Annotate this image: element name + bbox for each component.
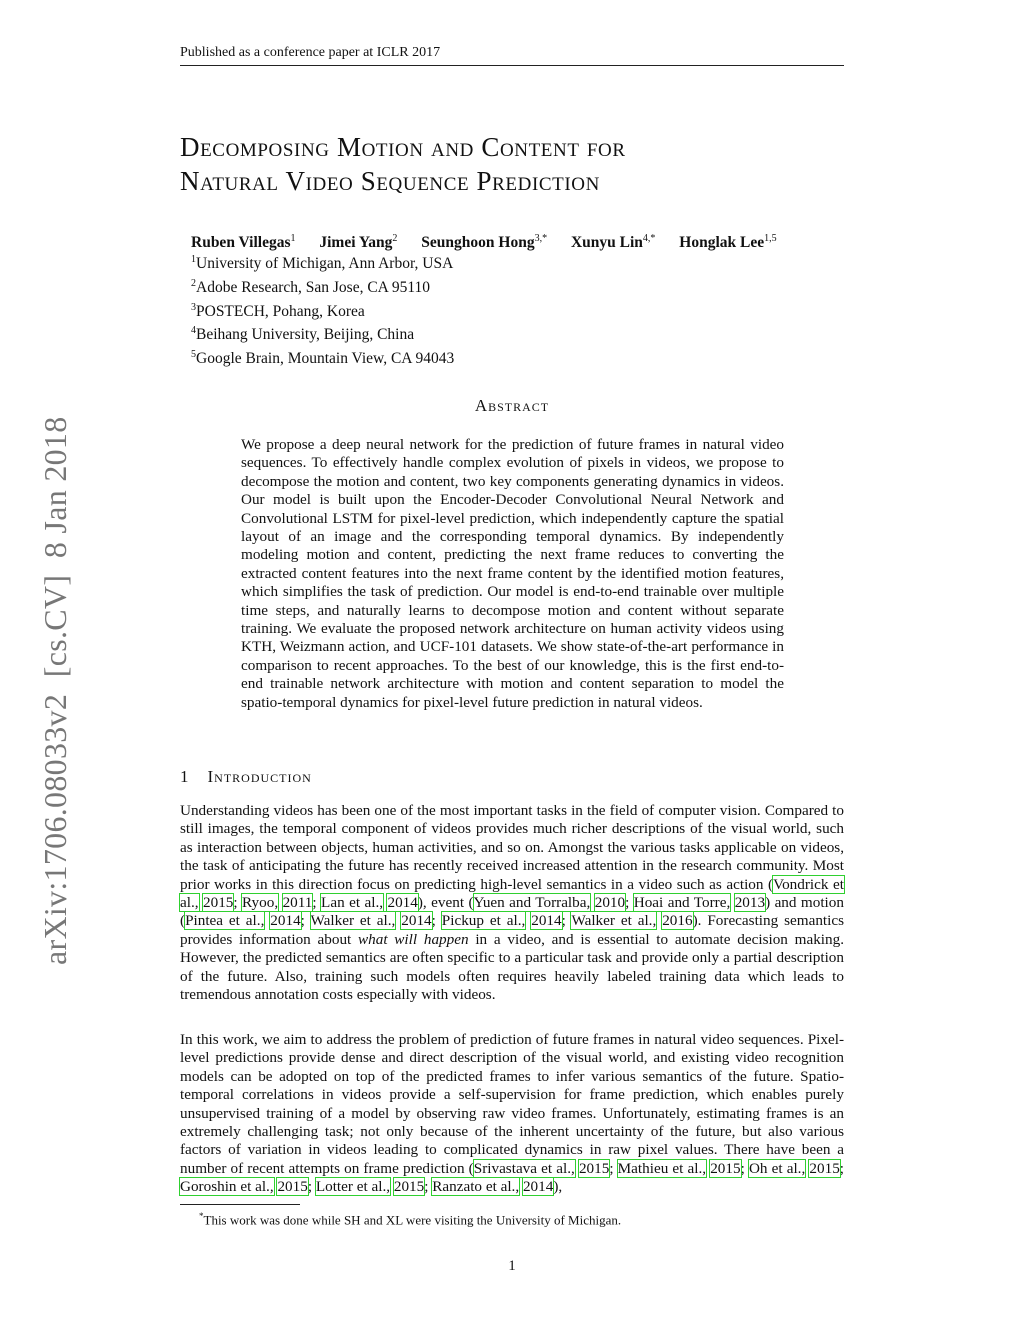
footnote-rule — [180, 1204, 300, 1205]
author-name: Xunyu Lin — [570, 234, 643, 252]
citation-link[interactable]: Pickup et al., — [441, 912, 526, 930]
author-affil-mark: 1 — [290, 233, 296, 244]
author-name: Honglak Lee — [679, 234, 765, 252]
affiliation — [191, 298, 454, 322]
citation-link[interactable]: Yuen and Torralba, — [473, 894, 591, 912]
affiliation-text: Google Brain, Mountain View, CA 94043 — [196, 350, 455, 368]
paragraph-text: ). Forecasting semantics provides information about — [180, 912, 845, 948]
citation-link[interactable]: Goroshin et al., — [180, 1178, 274, 1196]
citation-link[interactable]: 2014 — [522, 1178, 554, 1196]
citation-link[interactable]: 2015 — [710, 1159, 741, 1177]
affiliation-list — [191, 250, 454, 369]
citation-link[interactable]: Mathieu et al., — [617, 1159, 707, 1177]
citation-link[interactable]: 2013 — [734, 894, 766, 912]
author-affil-mark: 4,* — [642, 233, 656, 244]
intro-paragraph-1: Understanding videos has been one of the most important tasks in the field of computer vision. Compared to still images, the temporal component of videos provides much richer descriptions of the visual world, such as interaction between objects, human activities, and so on. Amongst the various tasks applicable on videos, the task of anticipating the future has recently received increased attention in the research community. Most prior works in this direction focus on predicting high-level semantics in a video such as action (Vondrick et al., 2015; Ryoo, 2011; Lan et al., 2014), event (Yuen and Torralba, 2010; Hoai and Torre, 2013) and motion (Pintea et al., 2014; Walker et al., 2014; Pickup et al., 2014; Walker et al., 2016). Forecasting semantics provides information about what will happen in a video, and is essential to automate decision making. However, the predicted semantics are often specific to a particular task and provide only a partial description of the future. Also, training such models often requires heavily labeled training data which leads to tremendous annotation costs especially with videos. — [180, 802, 845, 1004]
affiliation-text: Adobe Research, San Jose, CA 95110 — [196, 278, 431, 296]
page-number: 1 — [508, 1258, 516, 1274]
affiliation-mark: 1 — [191, 254, 196, 265]
affiliation-text: Beihang University, Beijing, China — [196, 326, 415, 344]
author-affil-mark: 3,* — [534, 233, 548, 244]
author — [571, 229, 655, 253]
arxiv-stamp: arXiv:1706.08033v2 [cs.CV] 8 Jan 2018 — [37, 416, 73, 965]
citation-link[interactable]: Srivastava et al., — [473, 1159, 575, 1177]
citation-link[interactable]: 2015 — [578, 1159, 610, 1177]
citation-link[interactable]: Ranzato et al., — [432, 1178, 520, 1196]
affiliation — [191, 274, 454, 298]
citation-link[interactable]: Pintea et al., — [185, 912, 265, 930]
affiliation — [191, 250, 454, 274]
citation-link[interactable]: Walker et al., — [571, 912, 657, 930]
author-affil-mark: 1,5 — [764, 233, 777, 244]
citation-link[interactable]: Hoai and Torre, — [633, 894, 731, 912]
emphasis-text: what will happen — [358, 930, 469, 948]
citation-link[interactable]: 2015 — [277, 1178, 308, 1196]
title-line-1: Decomposing Motion and Content for — [180, 132, 626, 162]
author-name: Jimei Yang — [319, 234, 393, 252]
footnote-mark: * — [199, 1211, 204, 1221]
author-name: Ruben Villegas — [191, 234, 291, 252]
affiliation-text: University of Michigan, Ann Arbor, USA — [196, 255, 454, 273]
citation-link[interactable]: 2014 — [270, 912, 301, 930]
title-line-2: Natural Video Sequence Prediction — [180, 166, 600, 196]
section-heading-introduction — [180, 767, 312, 787]
citation-link[interactable]: 2015 — [203, 894, 234, 912]
affiliation-text: POSTECH, Pohang, Korea — [196, 302, 365, 320]
header-rule — [180, 65, 844, 66]
citation-link[interactable]: Walker et al., — [310, 912, 396, 930]
section-title: Introduction — [207, 767, 312, 786]
affiliation-mark: 4 — [191, 325, 196, 337]
citation-link[interactable]: 2015 — [809, 1159, 840, 1177]
section-number: 1 — [180, 767, 190, 786]
affiliation — [191, 345, 454, 369]
citation-link[interactable]: 2016 — [662, 912, 693, 930]
paper-title — [180, 130, 626, 198]
paragraph-text: ) and motion ( — [180, 894, 844, 930]
citation-link[interactable]: 2015 — [393, 1178, 425, 1196]
citation-link[interactable]: 2014 — [387, 894, 418, 912]
citation-link[interactable]: Ryoo, — [242, 894, 279, 912]
footnote — [199, 1208, 621, 1228]
running-header: Published as a conference paper at ICLR 2017 — [180, 45, 441, 60]
author-affil-mark: 2 — [392, 233, 398, 244]
paragraph-text: In this work, we aim to address the problem of prediction of future frames in natural video sequences. Pixel-level predictions provide dense and direct description of the visual world, and existing video recognition models can be adopted on top of the predicted frames to infer various semantics of the future. Spatio-temporal correlations in videos provide a self-supervision for frame prediction, which enables purely unsupervised training of a model by observing raw video frames. Unfortunately, estimating frames is an extremely challenging task; not only because of the inherent uncertainty of the future, but also various factors of variation in videos leading to complicated dynamics in raw pixel values. There have been a number of recent attempts on frame prediction ( — [180, 1031, 844, 1177]
affiliation-mark: 2 — [191, 277, 196, 289]
paragraph-text: ), — [553, 1178, 563, 1196]
paragraph-text: ), event ( — [417, 894, 474, 912]
affiliation-mark: 5 — [191, 349, 196, 360]
abstract-heading: Abstract — [474, 396, 550, 415]
author — [679, 229, 776, 253]
affiliation — [191, 321, 454, 345]
citation-link[interactable]: 2010 — [594, 894, 626, 912]
intro-paragraph-2: In this work, we aim to address the problem of prediction of future frames in natural video sequences. Pixel-level predictions provide dense and direct description of the visual world, and existing video recognition models can be adopted on top of the predicted frames to infer various semantics of the future. Spatio-temporal correlations in videos provide a self-supervision for frame prediction, which enables purely unsupervised training of a model by observing raw video frames. Unfortunately, estimating frames is an extremely challenging task; not only because of the inherent uncertainty of the future, but also various factors of variation in videos leading to complicated dynamics in raw pixel values. There have been a number of recent attempts on frame prediction (Srivastava et al., 2015; Mathieu et al., 2015; Oh et al., 2015; Goroshin et al., 2015; Lotter et al., 2015; Ranzato et al., 2014), — [180, 1031, 845, 1196]
paragraph-text: in a video, and is essential to automate decision making. However, the predicted semantics are often specific to a particular task and provide only a partial description of the future. Also, training such models often requires heavily labeled training data which leads to tremendous annotation costs especially with videos. — [180, 930, 844, 1004]
citation-link[interactable]: 2011 — [282, 894, 313, 912]
author-name: Seunghoon Hong — [421, 234, 535, 252]
abstract-body: We propose a deep neural network for the prediction of future frames in natural video sequences. To effectively handle complex evolution of pixels in videos, we propose to decompose the motion and content, two key components generating dynamics in videos. Our model is built upon the Encoder-Decoder Convolutional Neural Network and Convolutional LSTM for pixel-level prediction, which independently capture the spatial layout of an image and the corresponding temporal dynamics. By independently modeling motion and content, predicting the next frame reduces to converting the extracted content features into the next frame content by the identified motion features, which simplifies the task of prediction. Our model is end-to-end trainable over multiple time steps, and naturally learns to decompose motion and content without separate training. We evaluate the proposed network architecture on human activity videos using KTH, Weizmann action, and UCF-101 datasets. We show state-of-the-art performance in comparison to recent approaches. To the best of our knowledge, this is the first end-to-end trainable network architecture with motion and content separation to model the spatio-temporal dynamics for pixel-level future prediction in natural videos. — [241, 436, 784, 711]
citation-link[interactable]: Vondrick et al., — [180, 875, 844, 912]
citation-link[interactable]: 2014 — [531, 912, 562, 930]
affiliation-mark: 3 — [191, 301, 196, 313]
paragraph-text: Understanding videos has been one of the most important tasks in the field of computer vision. Compared to still images, the temporal component of videos provides much richer descriptions of the visual world, such as interaction between objects, human activities, and so on. Amongst the various tasks applicable on videos, the task of anticipating the future has recently received increased attention in the research community. Most prior works in this direction focus on predicting high-level semantics in a video such as action ( — [180, 802, 844, 893]
footnote-text: This work was done while SH and XL were visiting the University of Michigan. — [203, 1212, 622, 1228]
citation-link[interactable]: Oh et al., — [748, 1159, 806, 1177]
citation-link[interactable]: Lan et al., — [321, 894, 384, 912]
citation-link[interactable]: Lotter et al., — [315, 1178, 391, 1196]
citation-link[interactable]: 2014 — [401, 912, 432, 930]
